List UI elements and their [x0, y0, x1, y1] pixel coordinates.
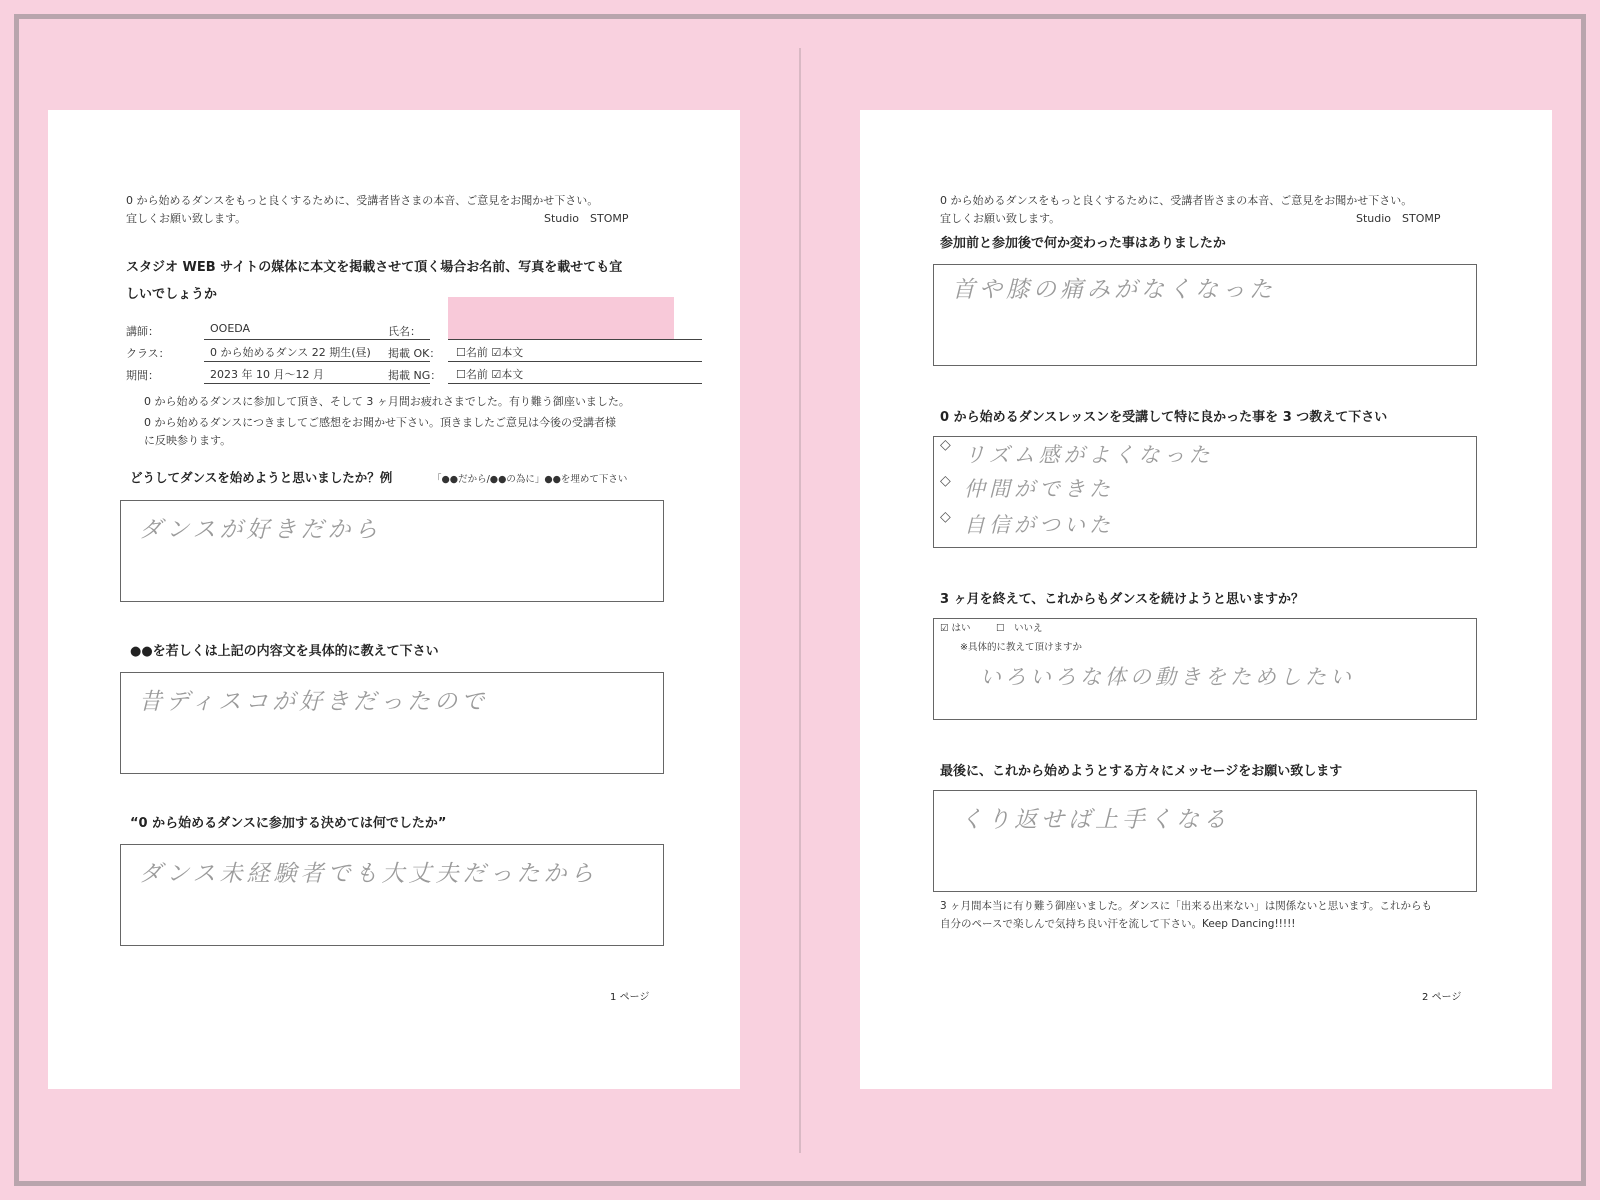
period-value: 2023 年 10 月〜12 月 — [210, 368, 324, 381]
diamond-bullet-icon: ◇ — [940, 509, 951, 525]
publish-question: スタジオ WEB サイトの媒体に本文を掲載させて頂く場合お名前、写真を載せても宜 — [126, 260, 623, 275]
page-divider — [799, 48, 801, 1153]
answer-7: くり返せば上手くなる — [960, 807, 1230, 833]
answer-box-1 — [120, 500, 664, 602]
class-value: 0 から始めるダンス 22 期生(昼) — [210, 346, 371, 359]
publish-ok-underline — [448, 361, 702, 362]
redacted-name — [448, 297, 674, 339]
feedback-request-cont: に反映参ります。 — [144, 434, 232, 447]
period-label: 期間： — [126, 369, 159, 382]
name-underline — [448, 339, 702, 340]
intro-text: 0 から始めるダンスをもっと良くするために、受講者皆さまの本音、ご意見をお聞かせ下さい。 — [126, 194, 599, 207]
answer-5-item-3: 自信がついた — [964, 513, 1114, 537]
document-page-1 — [48, 110, 740, 1089]
yes-checkbox[interactable]: ☑ はい — [940, 623, 971, 634]
class-label: クラス： — [126, 347, 170, 360]
answer-3: ダンス未経験者でも大丈夫だったから — [139, 861, 598, 887]
question-1: どうしてダンスを始めようと思いましたか？例 — [130, 470, 393, 485]
question-3: “0 から始めるダンスに参加する決めては何でしたか” — [130, 816, 447, 831]
class-underline — [204, 361, 430, 362]
answer-1: ダンスが好きだから — [139, 517, 382, 543]
answer-box-2 — [120, 672, 664, 774]
intro-text: 0 から始めるダンスをもっと良くするために、受講者皆さまの本音、ご意見をお聞かせ下さい。 — [940, 194, 1413, 207]
publish-question-cont: しいでしょうか — [126, 287, 218, 302]
studio-name: Studio STOMP — [1356, 212, 1441, 225]
question-6: 3 ヶ月を終えて、これからもダンスを続けようと思いますか？ — [940, 592, 1305, 607]
page-number-2: 2 ページ — [1422, 992, 1462, 1003]
no-checkbox[interactable]: ☐ いいえ — [996, 623, 1043, 634]
question-6-note: ※具体的に教えて頂けますか — [960, 642, 1082, 653]
question-7: 最後に、これから始めようとする方々にメッセージをお願い致します — [940, 764, 1343, 779]
diamond-bullet-icon: ◇ — [940, 473, 951, 489]
question-1-example: 「●●だから/●●の為に」●●を埋めて下さい — [432, 474, 628, 485]
document-page-2 — [860, 110, 1552, 1089]
answer-box-7 — [933, 790, 1477, 892]
closing-message-cont: 自分のペースで楽しんで気持ち良い汗を流して下さい。Keep Dancing!!!!! — [940, 918, 1296, 930]
publish-ok-options: ☐名前 ☑本文 — [456, 346, 524, 359]
thanks-text: 0 から始めるダンスに参加して頂き、そして 3 ヶ月間お疲れさまでした。有り難う御座いました。 — [144, 395, 630, 408]
page-number-1: 1 ページ — [610, 992, 650, 1003]
question-5: 0 から始めるダンスレッスンを受講して特に良かった事を 3 つ教えて下さい — [940, 410, 1388, 425]
name-label: 氏名： — [388, 325, 421, 338]
publish-ok-label: 掲載 OK： — [388, 347, 441, 360]
instructor-label: 講師： — [126, 325, 159, 338]
instructor-underline — [204, 339, 430, 340]
intro-greeting: 宜しくお願い致します。 — [940, 212, 1061, 225]
publish-ng-underline — [448, 383, 702, 384]
answer-box-3 — [120, 844, 664, 946]
feedback-request: 0 から始めるダンスにつきましてご感想をお聞かせ下さい。頂きましたご意見は今後の受講者様 — [144, 416, 617, 429]
intro-greeting: 宜しくお願い致します。 — [126, 212, 247, 225]
diamond-bullet-icon: ◇ — [940, 437, 951, 453]
question-2: ●●を若しくは上記の内容文を具体的に教えて下さい — [130, 644, 439, 659]
answer-5-item-1: リズム感がよくなった — [964, 443, 1214, 467]
answer-box-5 — [933, 436, 1477, 548]
publish-ng-options: ☐名前 ☑本文 — [456, 368, 524, 381]
closing-message: 3 ヶ月間本当に有り難う御座いました。ダンスに「出来る出来ない」は関係ないと思います。これからも — [940, 900, 1432, 912]
instructor-value: OOEDA — [210, 322, 251, 335]
answer-box-6 — [933, 618, 1477, 720]
question-4: 参加前と参加後で何か変わった事はありましたか — [940, 236, 1226, 251]
answer-5-item-2: 仲間ができた — [964, 477, 1114, 501]
answer-2: 昔ディスコが好きだったので — [139, 689, 489, 715]
answer-box-4 — [933, 264, 1477, 366]
answer-4: 首や膝の痛みがなくなった — [952, 277, 1276, 303]
period-underline — [204, 383, 430, 384]
answer-6: いろいろな体の動きをためしたい — [980, 665, 1355, 689]
studio-name: Studio STOMP — [544, 212, 629, 225]
publish-ng-label: 掲載 NG： — [388, 369, 442, 382]
